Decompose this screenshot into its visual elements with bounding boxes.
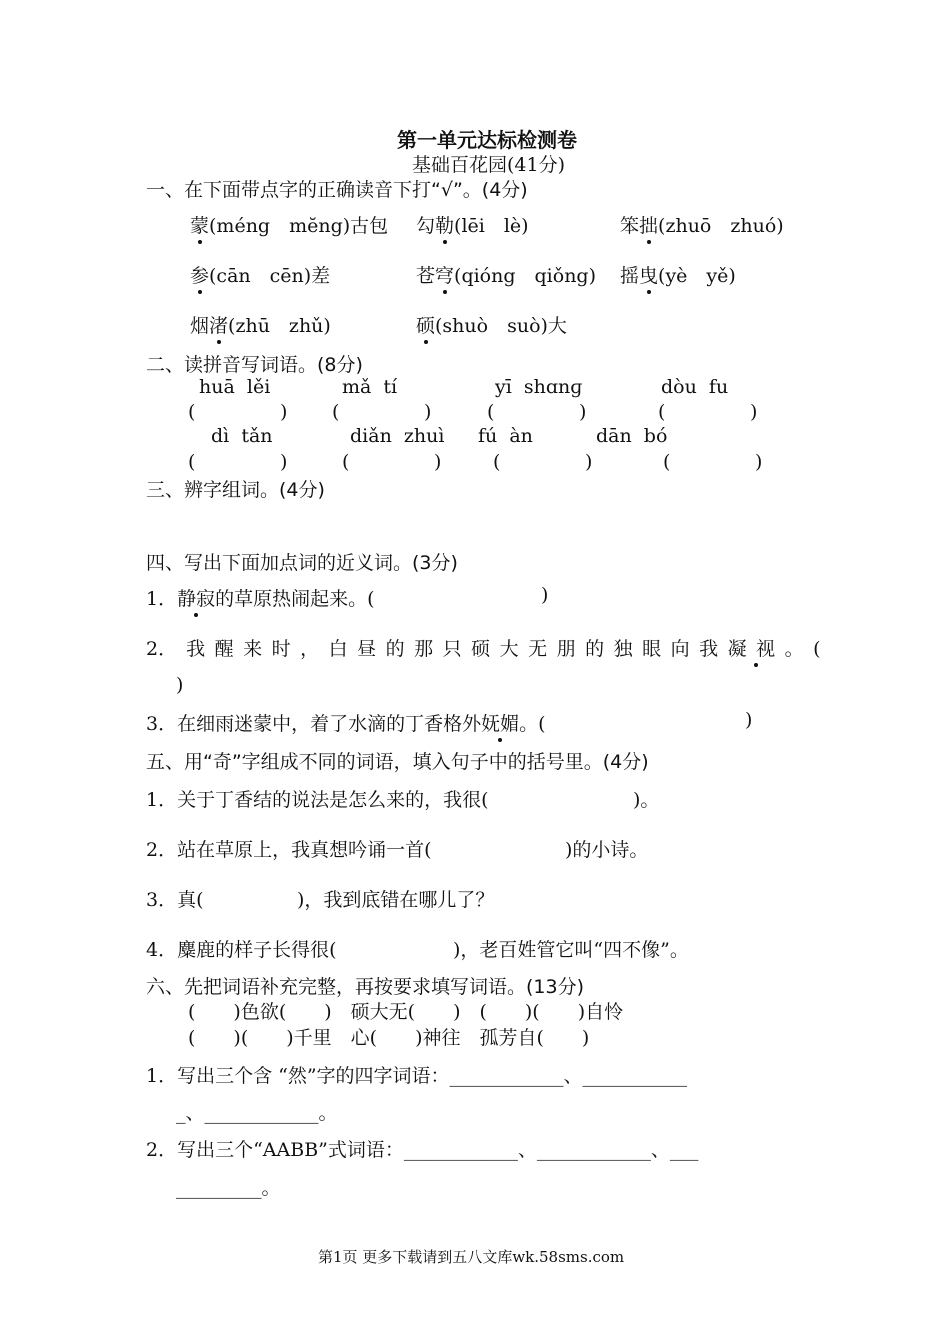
- pinyin: dòu fu: [661, 376, 729, 398]
- question-s6-2-wrap: _________。: [176, 1177, 281, 1199]
- s1-item: 笨拙(zhuō zhuó): [620, 211, 784, 238]
- question-s4-1: 1．静寂的草原热闹起来。(: [146, 584, 375, 611]
- answer-bracket[interactable]: ( ): [658, 401, 758, 423]
- bracket-end: ): [745, 709, 753, 731]
- s1-item: 勾勒(lēi lè): [416, 211, 529, 238]
- page-footer: 第1页 更多下载请到五八文库wk.58sms.com: [318, 1248, 625, 1266]
- answer-bracket[interactable]: ( ): [487, 401, 587, 423]
- bracket-end: )，老百姓管它叫“四不像”。: [453, 939, 689, 961]
- question-s5-1: 1．关于丁香结的说法是怎么来的，我很(: [146, 789, 489, 811]
- s1-item: 蒙(méng mĕng)古包: [190, 211, 388, 238]
- answer-bracket[interactable]: ( ): [188, 401, 288, 423]
- section-4-heading: 四、写出下面加点词的近义词。(3分): [146, 552, 458, 574]
- question-s5-3: 3．真(: [146, 889, 204, 911]
- pinyin: dān bó: [596, 425, 668, 447]
- question-s6-1: 1．写出三个含 “然”字的四字词语：____________、___________: [146, 1065, 688, 1087]
- question-s5-4: 4．麋鹿的样子长得很(: [146, 939, 337, 961]
- pinyin: diǎn zhuì: [350, 425, 445, 447]
- fill-words-line: ( )色欲( ) 硕大无( ) ( )( )自怜: [188, 1001, 624, 1023]
- fill-words-line: ( )( )千里 心( )神往 孤芳自( ): [188, 1027, 590, 1049]
- s1-item: 苍穹(qióng qiǒng): [416, 261, 596, 288]
- answer-bracket[interactable]: ( ): [342, 451, 442, 473]
- pinyin: huā lěi: [199, 376, 271, 398]
- question-s5-2: 2．站在草原上，我真想吟诵一首(: [146, 839, 432, 861]
- section-subtitle: 基础百花园(41分): [412, 154, 566, 176]
- answer-bracket[interactable]: ( ): [332, 401, 432, 423]
- s1-item: 烟渚(zhū zhǔ): [190, 311, 331, 338]
- pinyin: mǎ tí: [342, 376, 398, 398]
- answer-bracket[interactable]: ( ): [663, 451, 763, 473]
- bracket-end: )的小诗。: [565, 839, 649, 861]
- answer-bracket[interactable]: ( ): [493, 451, 593, 473]
- section-6-heading: 六、先把词语补充完整，再按要求填写词语。(13分): [146, 976, 585, 998]
- pinyin: fú àn: [478, 425, 533, 447]
- answer-bracket[interactable]: ( ): [188, 451, 288, 473]
- pinyin: dì tǎn: [211, 425, 273, 447]
- question-s4-3: 3．在细雨迷蒙中，着了水滴的丁香格外妩媚。(: [146, 709, 546, 736]
- question-s4-2: 2． 我醒来时，白昼的那只硕大无朋的独眼向我凝视。(: [146, 634, 830, 661]
- bracket-end: )，我到底错在哪儿了？: [297, 889, 495, 911]
- question-s6-2: 2．写出三个“AABB”式词语：____________、____________、___: [146, 1139, 699, 1161]
- page-title: 第一单元达标检测卷: [397, 128, 577, 152]
- section-2-heading: 二、读拼音写词语。(8分): [146, 354, 363, 376]
- pinyin: yī shɑnɡ: [495, 376, 583, 398]
- section-5-heading: 五、用“奇”字组成不同的词语，填入句子中的括号里。(4分): [146, 751, 649, 773]
- bracket-end: )。: [633, 789, 660, 811]
- s1-item: 硕(shuò suò)大: [416, 311, 567, 338]
- s1-item: 参(cān cēn)差: [190, 261, 330, 288]
- bracket-end: ): [176, 674, 184, 696]
- s1-item: 摇曳(yè yě): [620, 261, 736, 288]
- question-s6-1-wrap: _、____________。: [176, 1102, 338, 1124]
- bracket-end: ): [541, 584, 549, 606]
- section-1-heading: 一、在下面带点字的正确读音下打“√”。(4分): [146, 179, 528, 201]
- section-3-heading: 三、辨字组词。(4分): [146, 479, 325, 501]
